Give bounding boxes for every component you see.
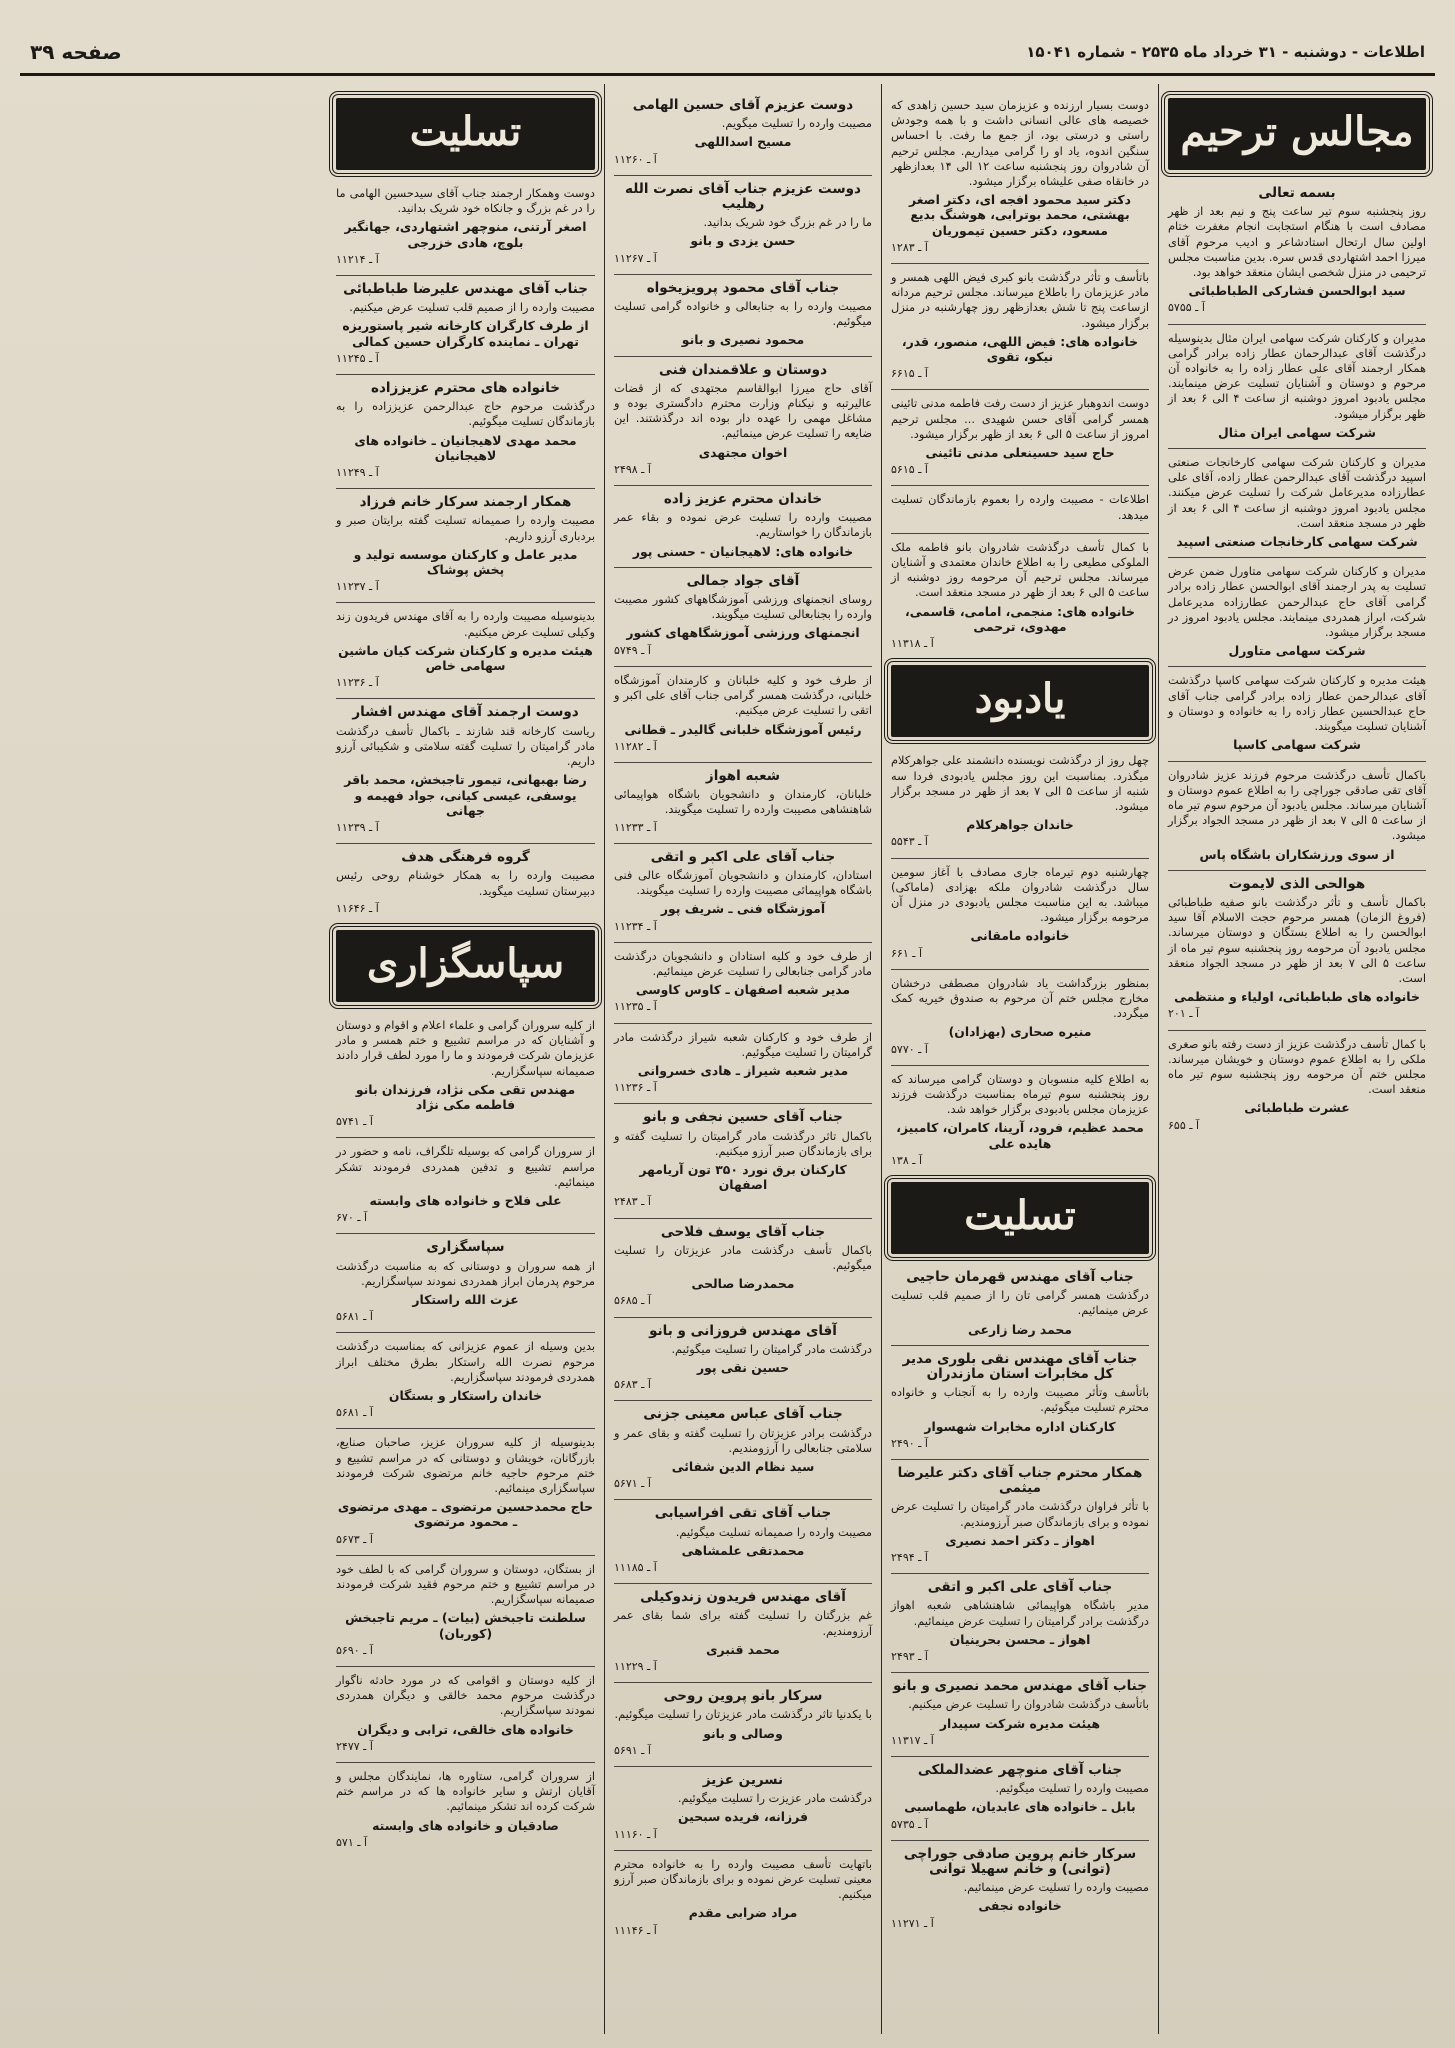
notice-signature: رئیس آموزشگاه خلبانی گالیدر ـ قطانی (624, 721, 862, 737)
notice-signature: خانواده های: لاهیجانیان - حسنی پور (632, 543, 854, 559)
notice (614, 275, 872, 357)
notice-title: جناب آقای تقی افراسیابی (654, 1505, 832, 1522)
notice-code: آ ـ ۱۱۳۱۸ (891, 637, 934, 651)
notice-body: با کمال تأسف درگذشت شادروان بانو فاطمه ملک الملوکی مطیعی را به اطلاع خاندان معتمدی و آشنایان میرساند. مجلس ترحیم آن مرحومه روز دوشنبه از ساعت ۵ الی ۶ بعد از ظهر در مسجد منعقد است. (891, 539, 1149, 600)
notice-title: جناب آقای علی اکبر و اتقی (927, 1579, 1113, 1596)
notice-signature: آموزشگاه فنی ـ شریف پور (660, 901, 826, 917)
notice (891, 534, 1149, 659)
notice-signature: خانواده های: فیض اللهی، منصور، قدر، نیکو، تقوی (901, 333, 1139, 365)
notice (891, 1460, 1149, 1574)
notice-title: سرکار بانو پروین روحی (663, 1688, 823, 1705)
notice-title: همکار ارجمند سرکار خانم فرزاد (359, 494, 572, 511)
notices-list (614, 92, 872, 1946)
notice-body: ما را در غم بزرگ خود شریک بدانید. (703, 215, 872, 230)
notice-code: آ ـ ۱۱۲۷۱ (891, 1916, 934, 1930)
notice-code: آ ـ ۱۱۲۳۶ (336, 676, 379, 690)
notice-code: آ ـ ۶۶۱۵ (891, 367, 928, 381)
notice-signature: حسن یزدی و بانو (690, 233, 796, 249)
notice-body: روز پنجشنبه سوم تیر ساعت پنج و نیم بعد از ظهر مصادف است با هنگام استجابت انجام مغفرت ختام اولین سال ارتحال استادشاعر و ادیب مرحوم آقای میرزا احمد اشتهاردی قدس سره. بدین مناسبت مجلس ترحیمی در منزل شخصی ایشان منعقد خواهد بود. (1168, 204, 1426, 280)
notice-body: از کلیه دوستان و اقوامی که در مورد حادثه ناگوار درگذشت مرحوم محمد خالقی و دیگران همدردی نمودند سپاسگزاریم. (336, 1673, 595, 1718)
notice (336, 603, 595, 699)
notice-code: آ ـ ۱۱۲۴۵ (336, 351, 379, 365)
notice (336, 1429, 595, 1555)
notice-title: دوست عزیزم جناب آقای نصرت الله رهلیب (625, 180, 861, 213)
notice-signature: وصالی و بانو (703, 1725, 783, 1741)
notice (614, 176, 872, 275)
notice-body: مصیبت وارده را به همکار خوشنام روحی رئیس دبیرستان تسلیت میگوید. (336, 868, 595, 898)
notice-code: آ ـ ۲۴۹۴ (891, 1551, 928, 1565)
notice-signature: محمود نصیری و بانو (681, 332, 805, 348)
notice-code: آ ـ ۵۷۱ (336, 1835, 368, 1849)
notice (891, 1346, 1149, 1460)
notice (891, 92, 1149, 264)
notice (891, 390, 1149, 486)
notice-signature: شرکت سهامی کارخانجات صنعتی اسپید (1176, 534, 1418, 550)
notice (614, 568, 872, 667)
notice (891, 1841, 1149, 1939)
columns (20, 84, 1435, 2034)
notice-code: آ ـ ۵۶۹۰ (336, 1643, 373, 1657)
notice-code: آ ـ ۱۱۲۴۹ (336, 466, 379, 480)
notice-signature: علی فلاح و خانواده های وابسته (369, 1192, 562, 1208)
notice-body: مصیبت وارده را تسلیت عرض مینمائیم. (963, 1880, 1149, 1895)
notice-signature: بابل ـ خانواده های عابدیان، طهماسبی (904, 1799, 1136, 1815)
notice-signature: سید نظام الدین شفائی (671, 1459, 815, 1475)
notice-body: باتهایت تأسف مصیبت وارده را به خانواده محترم معینی تسلیت عرض نموده و برای بازماندگان صبر آرزو میکنیم. (614, 1856, 872, 1902)
notice-signature: محمد رضا زارعی (968, 1321, 1072, 1337)
notice-signature: سلطنت تاجبخش (بیات) ـ مریم تاجبخش (کوربان) (345, 1610, 586, 1641)
notice-code: آ ـ ۵۶۷۱ (614, 1477, 651, 1491)
notice (891, 1574, 1149, 1673)
notice-title: بسمه تعالی (1258, 185, 1336, 201)
notice-body: اطلاعات - مصیبت وارده را بعموم بازماندگان تسلیت میدهد. (891, 492, 1149, 522)
notice (1168, 325, 1426, 449)
section-banner: مجالس ترحیم (1168, 98, 1426, 170)
notice-body: درگذشت مادر گرامیتان را تسلیت میگوئیم. (671, 1341, 872, 1356)
notice (614, 357, 872, 486)
notice-body: از بستگان، دوستان و سروران گرامی که با لطف خود در مراسم تشییع و ختم مرحوم فقید شرکت فرمودند صمیمانه سپاسگزاریم. (336, 1561, 595, 1607)
notice-signature: کارکنان اداره مخابرات شهسوار (924, 1418, 1116, 1434)
notice-body: از طرف خود و کلیه خلبانان و کارمندان آموزشگاه خلبانی، درگذشت همسر گرامی جناب آقای علی اکبر و اتقی را تسلیت عرض میکنیم. (614, 672, 872, 718)
notice-title: جناب آقای علی اکبر و اتقی (650, 848, 836, 865)
notice (336, 699, 595, 844)
notice-code: آ ـ ۵۷۴۹ (614, 643, 651, 657)
notice-signature: عزت الله راستکار (412, 1291, 519, 1307)
notice-signature: کارکنان برق نورد ۳۵۰ تون آریامهر اصفهان (639, 1161, 847, 1193)
notice-code: آ ـ ۲۴۹۰ (891, 1436, 928, 1450)
notice (336, 375, 595, 489)
notice-code: آ ـ ۱۱۱۶۰ (614, 1827, 657, 1841)
notice-signature: مراد ضرابی مقدم (688, 1905, 798, 1921)
notice-code: آ ـ ۵۶۱۵ (891, 463, 928, 477)
notice-body: باکمال تأسف و تأثر درگذشت بانو صفیه طباطبائی (فروغ الزمان) همسر مرحوم حجت الاسلام آقا سید ابوالحسن را به اطلاع بستگان و دوستان میرساند. مجلس یادبود آن مرحومه روز پنجشنبه سوم تیر ماه از ساعت ۵ الی ۷ بعد از ظهر در مسجد الجواد منعقد است. (1168, 894, 1426, 985)
notice (336, 1763, 595, 1858)
notice-signature: اخوان مجتهدی (698, 444, 788, 460)
notice-body: از همه سروران و دوستانی که به مناسبت درگذشت مرحوم پدرمان ابراز همدردی نمودند سپاسگزاریم. (336, 1258, 595, 1288)
notice-signature: انجمنهای ورزشی آموزشگاههای کشور (626, 625, 860, 641)
notice (891, 1757, 1149, 1841)
notice (614, 1219, 872, 1318)
notice (614, 763, 872, 844)
notice (1168, 762, 1426, 871)
notice-code: آ ـ ۲۴۹۸ (614, 462, 651, 476)
notice-code: آ ـ ۱۱۱۸۵ (614, 1561, 657, 1575)
notice-code: آ ـ ۱۱۲۳۹ (336, 820, 379, 834)
notice-body: بدینوسیله از کلیه سروران عزیز، صاحبان صنایع، بازرگانان، خویشان و دوستانی که در مراسم تشییع و ختم مرحوم حاجیه خانم مرتضوی شرکت فرمودند سپاسگزاری مینمائیم. (336, 1435, 595, 1495)
notice-title: آقای جواد جمالی (686, 572, 800, 589)
notice-body: مدیر باشگاه هواپیمائی شاهنشاهی شعبه اهواز درگذشت برادر گرامیتان را تسلیت عرض مینمائیم. (891, 1598, 1149, 1628)
notice-signature: اصغر آرتنی، منوچهر اشتهاردی، جهانگیر بلوچ، هادی خزرجی (344, 219, 587, 250)
notice-title: جناب آقای مهندس علیرضا طباطبائی (343, 281, 588, 298)
notice-body: چهل روز از درگذشت نویسنده دانشمند علی جواهرکلام میگذرد. بمناسبت این روز مجلس یادبودی فردا سه شنبه از ساعت ۵ الی ۷ بعد از ظهر در مسجد برگزار میشود. (891, 753, 1149, 813)
notices-list (891, 92, 1149, 659)
notice-signature: محمدرضا صالحی (691, 1276, 795, 1292)
notice-body: باکمال تأسف درگذشت مرحوم فرزند عزیز شادروان آقای تقی صادقی جوراچی را به اطلاع عموم دوستان و آشنایان میرساند. مجلس یادبود آن مرحوم سوم تیر ماه از ساعت ۵ الی ۷ بعد از ظهر در مسجد الجواد برگزار میشود. (1168, 767, 1426, 843)
notice-title: دوستان و علاقمندان فنی (658, 361, 828, 378)
notice-body: خلبانان، کارمندان و دانشجویان باشگاه هواپیمائی شاهنشاهی مصیبت وارده را تسلیت میگویند. (614, 787, 872, 817)
notice (614, 1401, 872, 1500)
notice-signature: منیره صحاری (بهزادان) (948, 1024, 1092, 1040)
notice (614, 1683, 872, 1767)
notice-code: آ ـ ۵۶۸۵ (614, 1294, 651, 1308)
notice-title: همکار محترم جناب آقای دکتر علیرضا میثمی (897, 1465, 1143, 1497)
notice-body: با کمال تأسف درگذشت عزیز از دست رفته بانو صغری ملکی را به اطلاع عموم دوستان و خویشان میرساند. مجلس ختم آن مرحومه روز پنجشنبه سوم تیر ماه منعقد است. (1168, 1036, 1426, 1097)
notice-code: آ ـ ۲۰۱ (1168, 1007, 1200, 1021)
notice-signature: سید ابوالحسن فشارکی الطباطبائی (1188, 283, 1406, 299)
notice-body: درگذشت مرحوم حاج عبدالرحمن عزیززاده را به بازماندگان تسلیت میگوئیم. (336, 399, 595, 429)
notice (891, 970, 1149, 1066)
notice (336, 1556, 595, 1667)
notice-body: مصیبت وارده را تسلیت عرض نموده و بقاء عمر بازماندگان را خواستاریم. (614, 510, 872, 540)
notice (614, 1024, 872, 1105)
notice-code: آ ـ ۵۷۴۱ (336, 1115, 373, 1129)
notice-code: آ ـ ۱۱۲۲۹ (614, 1660, 657, 1674)
section-banner: تسلیت (336, 98, 595, 170)
notice-body: بدینوسیله مصیبت وارده را به آقای مهندس فریدون زند وکیلی تسلیت عرض میکنیم. (336, 609, 595, 639)
notice-code: آ ـ ۱۱۳۱۷ (891, 1733, 934, 1747)
notice-code: آ ـ ۵۶۸۱ (336, 1310, 373, 1324)
notice-title: خانواده های محترم عزیززاده (370, 380, 561, 397)
notice (336, 489, 595, 603)
notice-code: آ ـ ۶۵۵ (1168, 1118, 1200, 1132)
notice-title: جناب آقای یوسف فلاحی (660, 1223, 826, 1240)
notice-signature: خانواده های خالقی، ترابی و دیگران (357, 1721, 574, 1737)
notice-signature: مدیر شعبه شیراز ـ هادی خسروانی (637, 1062, 849, 1078)
notice-signature: حاج محمدحسین مرتضوی ـ مهدی مرتضوی ـ محمود مرتضوی (337, 1499, 594, 1530)
notice-body: به اطلاع کلیه منسوبان و دوستان گرامی میرساند که روز پنجشنبه سوم تیرماه بمناسبت درگذشت فرزند عزیزمان مجلس یادبودی برگزار خواهد شد. (891, 1071, 1149, 1117)
notices-list (891, 1264, 1149, 1939)
notice (336, 1333, 595, 1429)
notice-signature: عشرت طباطبائی (1244, 1100, 1350, 1116)
notice (1168, 871, 1426, 1031)
notice-code: آ ـ ۱۱۲۶۰ (614, 152, 657, 166)
notice-signature: دکتر سید محمود افجه ای، دکتر اصغر بهشتی، محمد بوترابی، هوشنگ بدیع مسعود، دکتر حسین تیموریان (908, 192, 1131, 238)
notice-code: آ ـ ۵۷۵۵ (1168, 301, 1205, 315)
notice-signature: شرکت سهامی ایران مثال (1218, 424, 1376, 440)
notice (891, 486, 1149, 533)
notice-title: نسرین عزیز (702, 1772, 784, 1789)
notice (336, 1012, 595, 1138)
notice (614, 486, 872, 568)
notice-body: با یکدنیا تاثر درگذشت مادر عزیزتان را تسلیت میگوئیم. (614, 1707, 872, 1722)
notice (336, 1234, 595, 1333)
notice-body: دوست بسیار ارزنده و عزیزمان سید حسین زاهدی که خصیصه های عالی انسانی داشت و با همه وجودش راستی و درستی بود، از جمع ما رفت. با احساس سنگین اندوه، یاد او را گرامی میداریم. مجلس ترحیم آن شادروان روز پنجشنبه ساعت ۱۲ الی ۱۴ بعدازظهر در خانقاه صفی علیشاه برگزار میشود. (891, 98, 1149, 189)
notice (336, 276, 595, 375)
notice (891, 747, 1149, 858)
notice-signature: شرکت سهامی متاورل (1228, 643, 1366, 659)
notice-body: آقای حاج میرزا ابوالقاسم مجتهدی که از قضات عالیرتبه و نیکنام وزارت محترم دادگستری بوده و مشاغل مهمی را عهده دار بوده اند درگذشتند. این ضایعه را تسلیت عرض مینمائیم. (614, 380, 872, 441)
notice-body: مصیبت وارده را تسلیت میگوئیم. (995, 1781, 1149, 1796)
notice (1168, 1031, 1426, 1141)
notice (891, 264, 1149, 390)
notice-signature: مسیح اسداللهی (694, 134, 792, 150)
notice-title: دوست عزیزم آقای حسین الهامی (632, 97, 854, 113)
notice-body: مصیبت وارده را صمیمانه تسلیت میگوئیم. (675, 1524, 872, 1539)
notice-body: باتأسف درگذشت شادروان را تسلیت عرض میکنیم. (908, 1697, 1149, 1712)
notice-signature: از سوی ورزشکاران باشگاه پاس (1199, 846, 1395, 862)
notice-code: آ ـ ۶۷۰ (336, 1211, 368, 1225)
notice-signature: اهواز ـ محسن بحرینیان (949, 1631, 1091, 1647)
notice-signature: فرزانه، فریده سبحین (677, 1809, 809, 1825)
notice-title: سرکار خانم پروین صادقی جوراچی (توانی) و خانم سهیلا توانی (903, 1845, 1137, 1878)
notice (614, 92, 872, 176)
notice-signature: خانواده نجفی (978, 1898, 1062, 1914)
column-1 (1158, 84, 1435, 2034)
notice-title: شعبه اهواز (705, 767, 781, 784)
notice-code: آ ـ ۱۱۱۴۶ (614, 1923, 657, 1937)
notice (614, 1851, 872, 1946)
notice-body: مدیران و کارکنان شرکت سهامی ایران مثال بدینوسیله درگذشت آقای عبدالرحمان عطار زاده برادر گرامی همکار ارجمند آقای علی عطار زاده را به خانواده آن مرحوم و دوستان و آشنایان تسلیت عرض مینمایند. مجلس یادبود امروز دوشنبه از ساعت ۴ الی ۶ بعد از ظهر برگزار میشود. (1168, 330, 1427, 421)
notice-code: آ ـ ۱۱۲۶۷ (614, 251, 657, 265)
notice-signature: شرکت سهامی کاسپا (1233, 737, 1361, 753)
notice-body: باتأسف و تأثر درگذشت بانو کبری فیض اللهی همسر و مادر عزیزمان را باطلاع میرساند. مجلس ترحیم مردانه ازساعت پنج تا شش بعدازظهر روز چهارشنبه در منزل برگزار میشود. (891, 270, 1149, 330)
notice (1168, 558, 1426, 667)
notice (891, 1673, 1149, 1757)
notice (891, 859, 1149, 970)
notice (614, 943, 872, 1024)
notice-title: خاندان محترم عزیز زاده (663, 491, 823, 508)
notice (891, 1066, 1149, 1176)
notice-signature: هیئت مدیره و کارکنان شرکت کیان ماشین سهامی خاص (338, 642, 593, 674)
masthead (20, 30, 1435, 76)
notice-body: با تأثر فراوان درگذشت مادر گرامیتان را تسلیت عرض نموده و برای بازماندگان صبر آرزومندیم. (891, 1499, 1149, 1529)
notice-body: روسای انجمنهای ورزشی آموزشگاههای کشور مصیبت وارده را بجنابعالی تسلیت میگویند. (614, 592, 872, 622)
notice-code: آ ـ ۵۶۹۱ (614, 1743, 651, 1757)
notice-body: درگذشت مادر عزیزت را تسلیت میگوئیم. (677, 1791, 872, 1806)
notice-code: آ ـ ۵۶۷۳ (336, 1532, 373, 1546)
notice-signature: محمدتقی علمشاهی (681, 1542, 805, 1558)
notice (614, 1500, 872, 1584)
notice-body: مصیبت وارده را تسلیت میگویم. (721, 116, 872, 131)
notice-signature: مهندس تقی مکی نژاد، فرزندان بانو فاطمه مکی نژاد (355, 1081, 576, 1112)
notice (614, 667, 872, 763)
notice-body: از طرف خود و کارکنان شعبه شیراز درگذشت مادر گرامیتان را تسلیت میگوئیم. (614, 1029, 872, 1059)
notice (614, 844, 872, 943)
notice (1168, 180, 1426, 325)
notice (614, 1584, 872, 1683)
notice-signature: محمد مهدی لاهیجانیان ـ خانواده های لاهیجانیان (354, 432, 577, 463)
notice-signature: مدیر عامل و کارکنان موسسه تولید و پخش پوشاک (353, 546, 578, 578)
notice-title: دوست ارجمند آقای مهندس افشار (352, 704, 579, 721)
notice-title: جناب آقای عباس معینی جزنی (643, 1406, 843, 1423)
notice-title: گروه فرهنگی هدف (401, 849, 530, 866)
column-3 (604, 84, 881, 2034)
notice-body: استادان، کارمندان و دانشجویان آموزشگاه عالی فنی باشگاه هواپیمائی مصیبت وارده را تسلیت میگویند. (614, 867, 872, 898)
notice-code: آ ـ ۱۱۲۳۷ (336, 580, 379, 594)
notice-title: آقای مهندس فریدون زندوکیلی (640, 1589, 846, 1606)
notice-body: مدیران و کارکنان شرکت سهامی کارخانجات صنعتی اسپید درگذشت آقای عبدالرحمن عطار زاده، آقای علی عطارزاده مدیرعامل شرکت را تسلیت عرض میکنند. مجلس یادبود امروز دوشنبه از ساعت ۴ الی ۶ بعد از ظهر در مسجد منعقد است. (1168, 455, 1427, 530)
notice-code: آ ـ ۲۴۷۷ (336, 1739, 373, 1753)
notice (336, 180, 595, 276)
notice-code: آ ـ ۵۷۳۵ (891, 1817, 928, 1831)
notice-code: آ ـ ۱۱۲۱۴ (336, 252, 379, 266)
notice-signature: حاج سید حسینعلی مدنی تائینی (925, 445, 1115, 461)
notice (891, 1264, 1149, 1346)
column-2 (881, 84, 1158, 2034)
notice (1168, 449, 1426, 558)
notice-code: آ ـ ۵۶۸۳ (614, 1378, 651, 1392)
notice-code: آ ـ ۱۱۲۳۶ (614, 1081, 657, 1095)
notice-body: از سروران گرامی، ستاوره ها، نمایندگان مجلس و آقایان ارتش و سایر خانواده ها که در مراسم ختم شرکت کرده اند تشکر مینمائیم. (336, 1769, 595, 1814)
notice-title: جناب آقای منوچهر عضدالملکی (917, 1762, 1123, 1779)
notice-title: آقای مهندس فروزانی و بانو (649, 1322, 837, 1339)
notice-signature: از طرف کارگران کارخانه شیر پاستوریزه تهران ـ نماینده کارگران حسین کمالی (342, 318, 589, 349)
notice-code: آ ـ ۱۱۲۳۴ (614, 919, 657, 933)
notice (614, 1104, 872, 1218)
notice-title: سپاسگزاری (426, 1239, 505, 1256)
notice-code: آ ـ ۵۷۷۰ (891, 1042, 928, 1056)
notice-body: از کلیه سروران گرامی و علماء اعلام و اقوام و دوستان و آشنایان که در مراسم تشییع و ختم همسر و مادر عزیزمان شرکت فرمودند و ما را مورد لطف قرار دادند صمیمانه سپاسگزاریم. (336, 1017, 595, 1078)
page-number: صفحه ۳۹ (30, 39, 122, 64)
notice-body: ریاست کارخانه قند شازند ـ باکمال تأسف درگذشت مادر گرامیتان را تسلیت گفته سلامتی و شکیبائی آرزو داریم. (336, 723, 595, 769)
notice-code: آ ـ ۱۱۲۸۲ (614, 739, 657, 753)
notice-body: باکمال تاثر درگذشت مادر گرامیتان را تسلیت گفته و برای بازماندگان صبر آرزو میکنیم. (614, 1128, 872, 1158)
notice-signature: محمد قنبری (706, 1641, 780, 1657)
notice-title: جناب آقای مهندس قهرمان حاجیی (906, 1268, 1134, 1285)
notice-body: دوست وهمکار ارجمند جناب آقای سیدحسین الهامی ما را در غم بزرگ و جانکاه خود شریک بدانید. (336, 186, 595, 216)
notice-body: غم بزرگتان را تسلیت گفته برای شما بقای عمر آرزومندیم. (614, 1608, 872, 1638)
notice-body: باتأسف وتأثر مصیبت وارده را به آنجناب و خانواده محترم تسلیت میگوئیم. (891, 1385, 1149, 1415)
notice-code: آ ـ ۲۴۸۳ (614, 1195, 651, 1209)
notice-code: آ ـ ۱۱۲۳۵ (614, 1000, 657, 1014)
notice (336, 844, 595, 924)
notice-body: بدین وسیله از عموم عزیزانی که بمناسبت درگذشت مرحوم نصرت الله راستکار بطرق مختلف ابراز همدردی فرمودند سپاسگزاریم. (336, 1339, 595, 1384)
notices-list (336, 1012, 595, 1858)
notice-signature: خانواده های: منجمی، امامی، قاسمی، مهدوی، ترحمی (905, 603, 1135, 634)
notice-code: آ ـ ۱۳۸ (891, 1153, 923, 1167)
notice-signature: هیئت مدیره شرکت سپیدار (939, 1715, 1101, 1731)
notice-code: آ ـ ۶۶۱ (891, 946, 923, 960)
notice-signature: رضا بهبهانی، تیمور تاجبخش، محمد باقر یوسفی، عیسی کیانی، جواد فهیمه و جهانی (344, 772, 587, 818)
notices-list (891, 747, 1149, 1176)
notice-body: باکمال تأسف درگذشت مادر عزیزتان را تسلیت میگوئیم. (614, 1242, 872, 1272)
notice-code: آ ـ ۵۵۴۳ (891, 835, 928, 849)
notices-list (1168, 180, 1426, 1141)
notice-signature: خاندان جواهرکلام (966, 817, 1074, 833)
notice-body: بمنظور بزرگداشت یاد شادروان مصطفی درخشان مخارج مجلس ختم آن مرحوم به صندوق خیریه کمک میگردد. (891, 975, 1149, 1021)
notice-signature: محمد عظیم، فرود، آرینا، کامران، کامبیز، هایده علی (896, 1120, 1144, 1151)
notice-body: چهارشنبه دوم تیرماه جاری مصادف با آغاز سومین سال درگذشت شادروان ملکه بهزادی (ماماکی) میباشد. به این مناسبت مجلس یادبودی در منزل آن مرحومه برگزار میشود. (891, 864, 1149, 925)
notice-signature: مدیر شعبه اصفهان ـ کاوس کاوسی (635, 982, 851, 998)
notice (336, 1138, 595, 1234)
notice-signature: صادقیان و خانواده های وابسته (372, 1817, 559, 1833)
notice-code: آ ـ ۱۱۲۳۳ (614, 820, 657, 834)
notice-title: جناب آقای مهندس نقی بلوری مدیر کل مخابرات استان مازندران (902, 1350, 1138, 1382)
section-banner: تسلیت (891, 1182, 1149, 1254)
notice-body: مصیبت وارده را به جنابعالی و خانواده گرامی تسلیت میگوئیم. (614, 299, 872, 329)
notice-body: دوست اندوهبار عزیز از دست رفت فاطمه مدنی تائینی همسر گرامی آقای حسن شهیدی ... مجلس ترحیم امروز از ساعت ۵ الی ۶ بعد از ظهر برگزار میشود. (891, 396, 1149, 441)
notice-signature: خانواده های طباطبائی، اولیاء و منتظمی (1174, 989, 1420, 1005)
notice (614, 1318, 872, 1402)
notice-code: آ ـ ۲۴۹۳ (891, 1650, 928, 1664)
notice-code: آ ـ ۵۶۸۱ (336, 1406, 373, 1420)
notice-title: جناب آقای مهندس محمد نصیری و بانو (893, 1678, 1147, 1695)
notice-body: از سروران گرامی که بوسیله تلگراف، نامه و حضور در مراسم تشییع و تدفین همدردی فرمودند تشکر مینمائیم. (336, 1144, 595, 1189)
issue-line: اطلاعات - دوشنبه - ۳۱ خرداد ماه ۲۵۳۵ - شماره ۱۵۰۴۱ (1026, 42, 1425, 61)
notice-body: مصیبت وارده را صمیمانه تسلیت گفته برایتان صبر و بردباری آرزو داریم. (336, 513, 595, 543)
notice-title: جناب آقای محمود پرویزیخواه (646, 279, 840, 296)
notice-body: درگذشت همسر گرامی تان را از صمیم قلب تسلیت عرض مینمائیم. (891, 1288, 1149, 1318)
section-banner: یادبود (891, 665, 1149, 737)
notice-signature: خاندان راستکار و بستگان (388, 1387, 543, 1403)
notice-body: مدیران و کارکنان شرکت سهامی متاورل ضمن عرض تسلیت به پدر ارجمند آقای ابوالحسن عطار زاده برادر گرامی آقای حاج عبدالرحمن عطارزاده مدیرعامل شرکت، ابراز همدردی مینمایند. مجلس یادبود امروز در مسجد برگزار میشود. (1168, 564, 1426, 640)
section-banner: سپاسگزاری (336, 930, 595, 1002)
notice-body: درگذشت برادر عزیزتان را تسلیت گفته و بقای عمر و سلامتی جنابعالی را آرزومندیم. (614, 1425, 872, 1455)
notice-signature: خانواده مامقانی (970, 928, 1070, 944)
notice-body: از طرف خود و کلیه استادان و دانشجویان درگذشت مادر گرامی جنابعالی را تسلیت عرض مینمائیم. (614, 948, 872, 978)
notice-title: هوالحی الذی لایموت (1228, 875, 1366, 892)
notice (1168, 667, 1426, 761)
notice-code: آ ـ ۱۲۸۳ (891, 240, 928, 254)
column-4 (327, 84, 604, 2034)
notice-signature: اهواز ـ دکتر احمد نصیری (945, 1532, 1095, 1548)
notice-code: آ ـ ۱۱۶۴۶ (336, 901, 379, 915)
notice-title: جناب آقای حسین نجفی و بانو (643, 1109, 843, 1126)
notice (614, 1767, 872, 1851)
notice (336, 1667, 595, 1763)
notice-body: مصیبت وارده را از صمیم قلب تسلیت عرض میکنیم. (349, 300, 595, 315)
notice-body: هیئت مدیره و کارکنان شرکت سهامی کاسپا درگذشت آقای عبدالرحمن عطار زاده برادر گرامی جناب آقای حاج عبدالحسین عطار زاده را به خانواده و دوستان و آشنایان تسلیت میگویند. (1168, 673, 1426, 734)
notices-list (336, 180, 595, 924)
notice-signature: حسین نقی پور (696, 1360, 790, 1375)
